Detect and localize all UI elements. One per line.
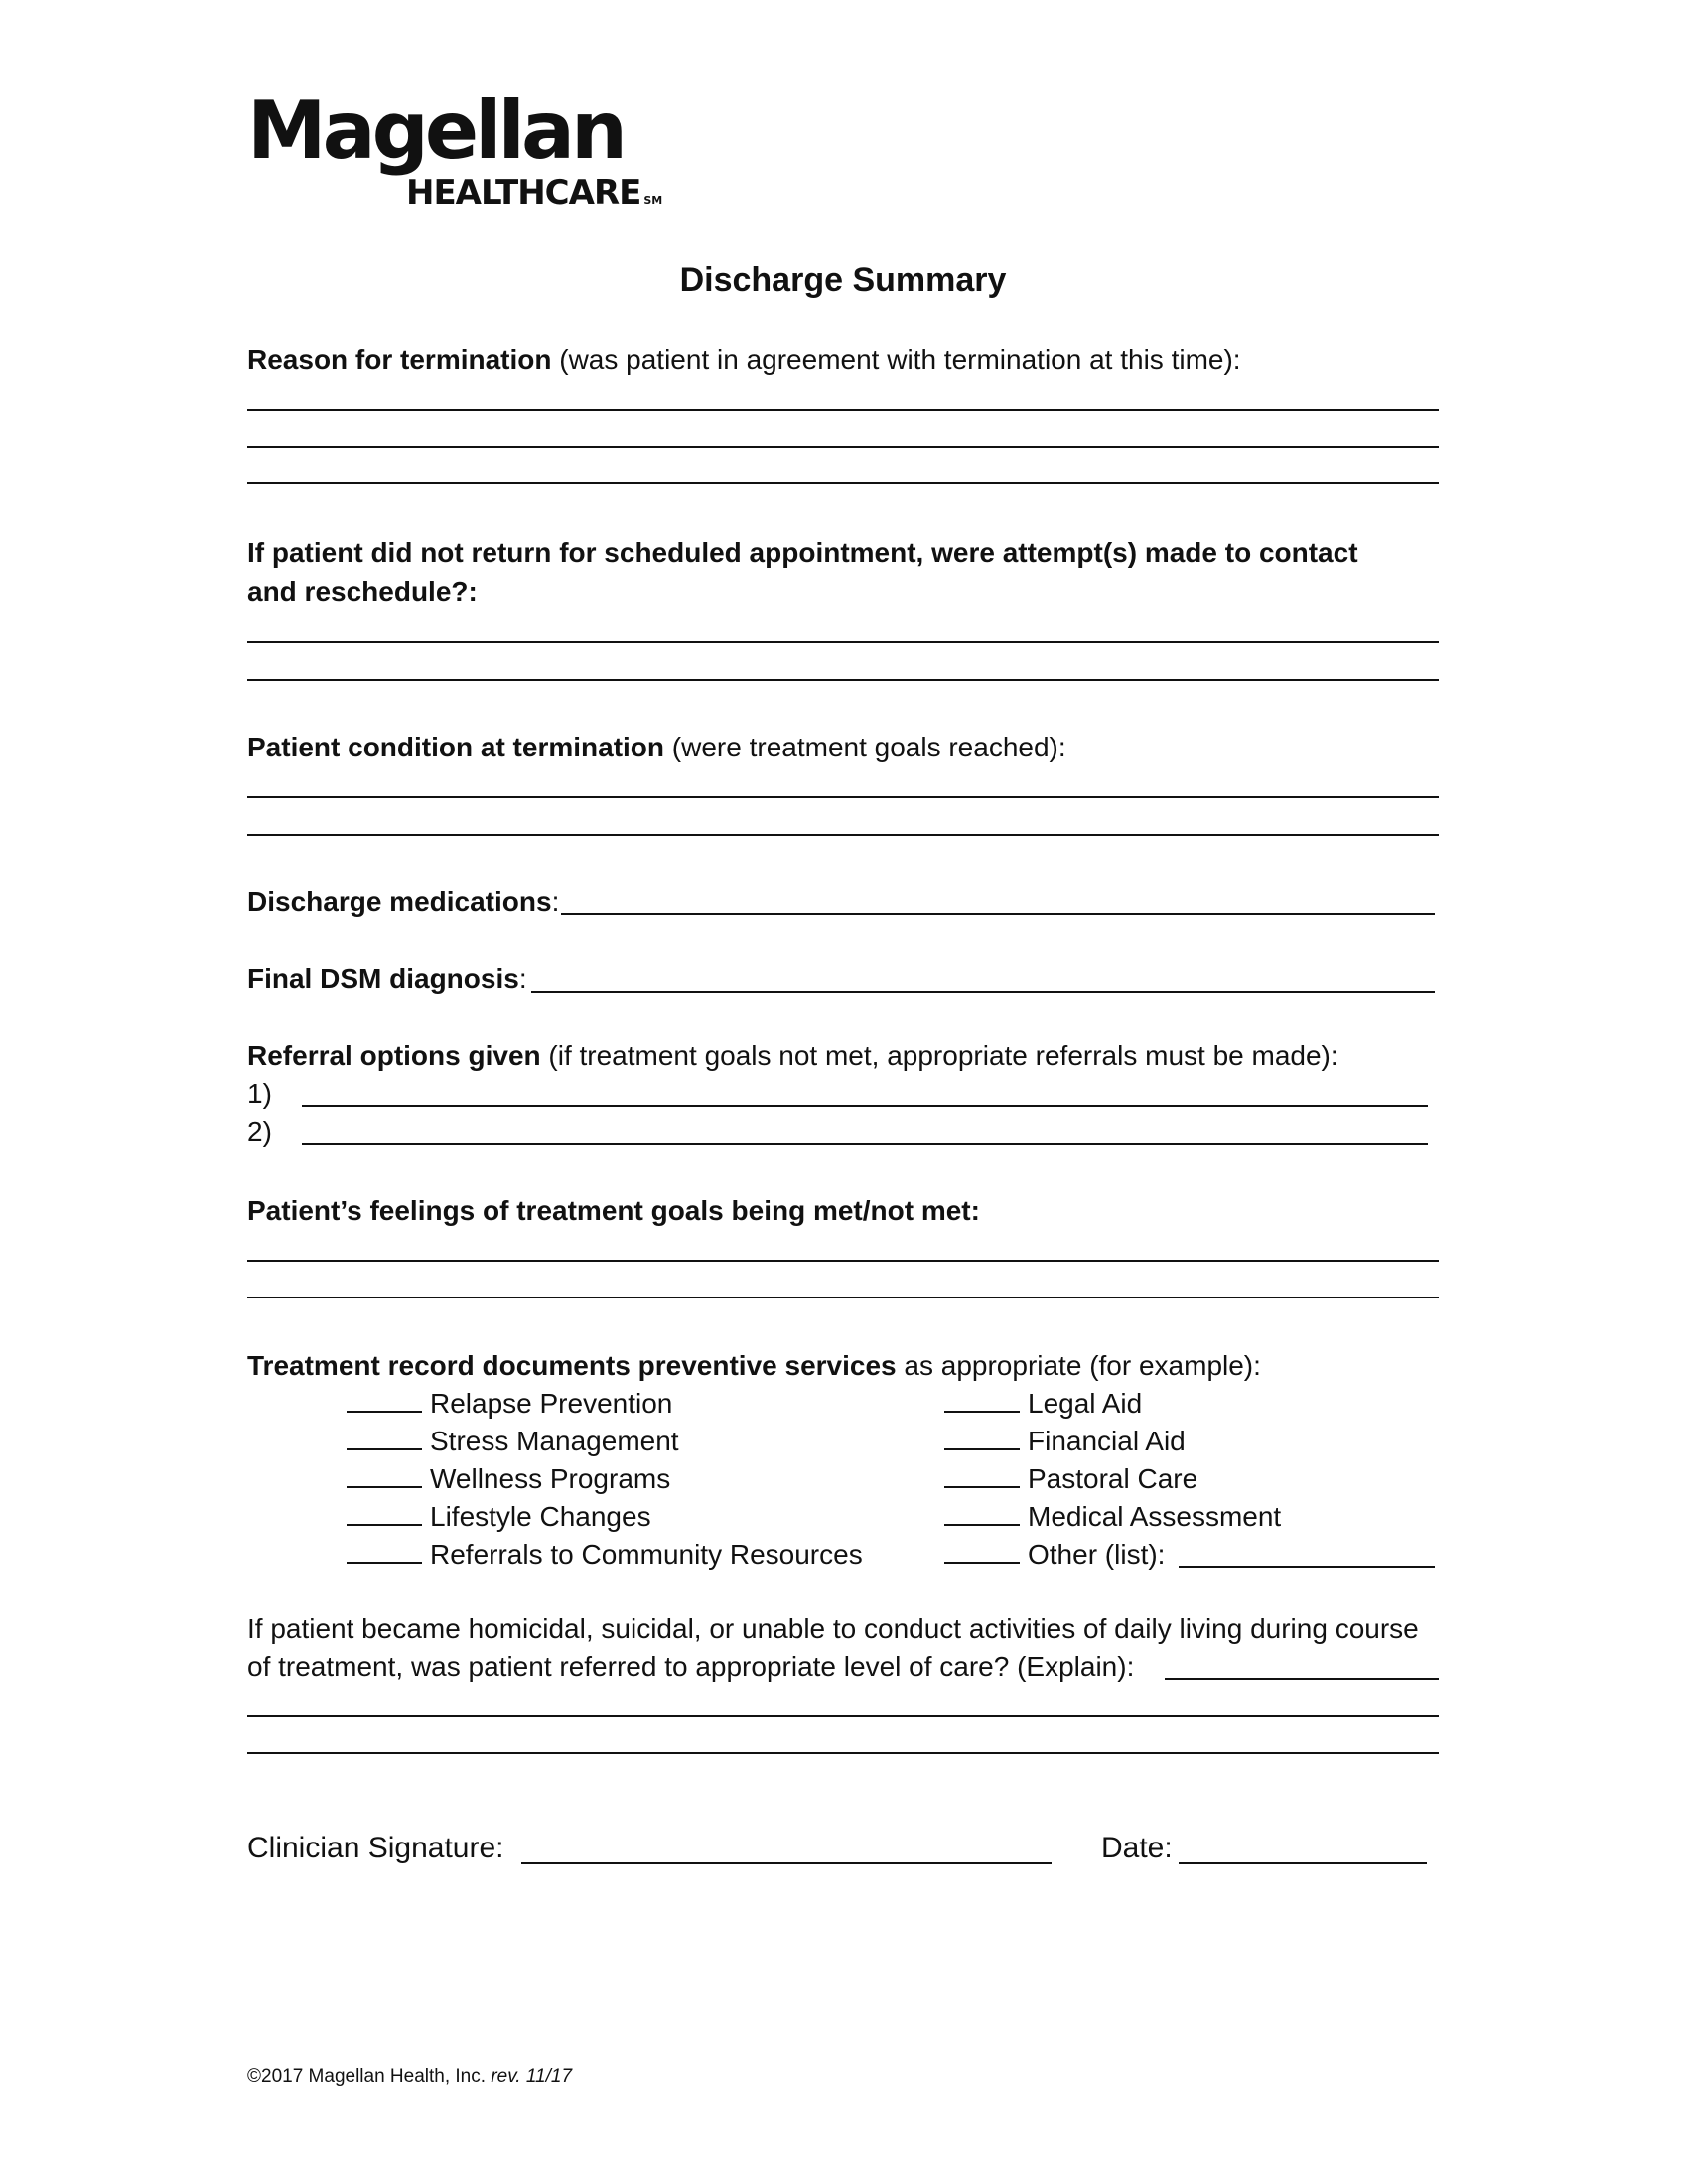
footer xyxy=(247,2065,572,2089)
referral-item-1-number: 1) xyxy=(247,1078,272,1109)
feelings-question: Patient’s feelings of treatment goals being met/not met: xyxy=(247,1195,980,1226)
condition-note: (were treatment goals reached): xyxy=(664,732,1066,762)
preventive-item-label: Referrals to Community Resources xyxy=(430,1539,863,1570)
homicidal-answer-line-1[interactable] xyxy=(247,1715,1439,1717)
condition-answer-line-1[interactable] xyxy=(247,796,1439,798)
logo-subtitle xyxy=(406,175,662,218)
referral-answer-line-1[interactable] xyxy=(302,1105,1428,1107)
preventive-right-item[interactable] xyxy=(944,1423,1186,1460)
preventive-item-label: Wellness Programs xyxy=(430,1463,671,1494)
medications-label: Discharge medications xyxy=(247,887,552,917)
checkbox-line[interactable] xyxy=(347,1540,422,1564)
diagnosis-answer-line[interactable] xyxy=(531,991,1435,993)
footer-copyright: ©2017 Magellan Health, Inc. xyxy=(247,2066,487,2087)
condition-question xyxy=(247,729,1066,766)
reason-note: (was patient in agreement with termination at this time): xyxy=(551,344,1241,375)
checkbox-line[interactable] xyxy=(944,1502,1020,1526)
preventive-left-item[interactable] xyxy=(347,1385,672,1423)
condition-answer-line-2[interactable] xyxy=(247,834,1439,836)
preventive-item-label: Other (list): xyxy=(1028,1539,1166,1570)
footer-revision: rev. 11/17 xyxy=(491,2066,573,2087)
checkbox-line[interactable] xyxy=(347,1464,422,1488)
preventive-left-item[interactable] xyxy=(347,1498,651,1536)
diagnosis-colon: : xyxy=(518,963,527,994)
preventive-right-item[interactable] xyxy=(944,1460,1197,1498)
checkbox-line[interactable] xyxy=(944,1540,1020,1564)
checkbox-line[interactable] xyxy=(944,1464,1020,1488)
preventive-note: as appropriate (for example): xyxy=(896,1350,1261,1381)
homicidal-question-line-2: of treatment, was patient referred to appropriate level of care? (Explain): xyxy=(247,1651,1135,1682)
checkbox-line[interactable] xyxy=(944,1389,1020,1413)
homicidal-question-line-1: If patient became homicidal, suicidal, or unable to conduct activities of daily living during course xyxy=(247,1613,1419,1644)
medications-answer-line[interactable] xyxy=(561,913,1435,915)
logo-subtitle-text: HEALTHCARE xyxy=(406,173,641,212)
preventive-left-item[interactable] xyxy=(347,1460,670,1498)
reason-answer-line-2[interactable] xyxy=(247,446,1439,448)
referral-answer-line-2[interactable] xyxy=(302,1143,1428,1145)
clinician-signature-line[interactable] xyxy=(521,1862,1052,1864)
preventive-item-label: Medical Assessment xyxy=(1028,1501,1282,1532)
condition-label: Patient condition at termination xyxy=(247,732,665,762)
preventive-item-label: Stress Management xyxy=(430,1426,679,1456)
no-return-question-line-2: and reschedule?: xyxy=(247,576,478,607)
magellan-logo xyxy=(247,84,684,220)
other-list-answer-line[interactable] xyxy=(1179,1566,1435,1568)
preventive-label: Treatment record documents preventive services xyxy=(247,1350,897,1381)
no-return-answer-line-2[interactable] xyxy=(247,679,1439,681)
checkbox-line[interactable] xyxy=(347,1389,422,1413)
preventive-right-item[interactable] xyxy=(944,1385,1142,1423)
feelings-answer-line-1[interactable] xyxy=(247,1260,1439,1262)
medications-question xyxy=(247,884,559,921)
reason-label: Reason for termination xyxy=(247,344,552,375)
date-line[interactable] xyxy=(1179,1862,1427,1864)
checkbox-line[interactable] xyxy=(944,1427,1020,1450)
preventive-item-label: Legal Aid xyxy=(1028,1388,1143,1419)
diagnosis-label: Final DSM diagnosis xyxy=(247,963,519,994)
logo-wordmark: Magellan xyxy=(247,84,624,177)
reason-question xyxy=(247,341,1241,379)
preventive-question xyxy=(247,1347,1261,1385)
medications-colon: : xyxy=(551,887,560,917)
checkbox-line[interactable] xyxy=(347,1502,422,1526)
feelings-answer-line-2[interactable] xyxy=(247,1297,1439,1298)
reason-answer-line-1[interactable] xyxy=(247,409,1439,411)
discharge-summary-form xyxy=(247,0,1439,2184)
clinician-signature-label: Clinician Signature: xyxy=(247,1832,504,1864)
referral-note: (if treatment goals not met, appropriate referrals must be made): xyxy=(540,1040,1338,1071)
reason-answer-line-3[interactable] xyxy=(247,482,1439,484)
page-title: Discharge Summary xyxy=(679,261,1007,299)
preventive-item-label: Relapse Prevention xyxy=(430,1388,673,1419)
preventive-right-item[interactable] xyxy=(944,1498,1281,1536)
homicidal-answer-line-2[interactable] xyxy=(247,1752,1439,1754)
preventive-left-item[interactable] xyxy=(347,1536,863,1573)
checkbox-line[interactable] xyxy=(347,1427,422,1450)
referral-label: Referral options given xyxy=(247,1040,541,1071)
no-return-answer-line-1[interactable] xyxy=(247,641,1439,643)
no-return-question-line-1: If patient did not return for scheduled appointment, were attempt(s) made to contact xyxy=(247,537,1358,568)
logo-service-mark: SM xyxy=(643,194,663,206)
preventive-item-label: Lifestyle Changes xyxy=(430,1501,651,1532)
preventive-item-label: Financial Aid xyxy=(1028,1426,1186,1456)
date-label: Date: xyxy=(1101,1832,1173,1864)
referral-item-2-number: 2) xyxy=(247,1116,272,1147)
preventive-right-item[interactable] xyxy=(944,1536,1165,1573)
homicidal-answer-line-inline[interactable] xyxy=(1165,1678,1439,1680)
referral-question xyxy=(247,1037,1338,1075)
preventive-left-item[interactable] xyxy=(347,1423,679,1460)
preventive-item-label: Pastoral Care xyxy=(1028,1463,1198,1494)
diagnosis-question xyxy=(247,960,527,998)
